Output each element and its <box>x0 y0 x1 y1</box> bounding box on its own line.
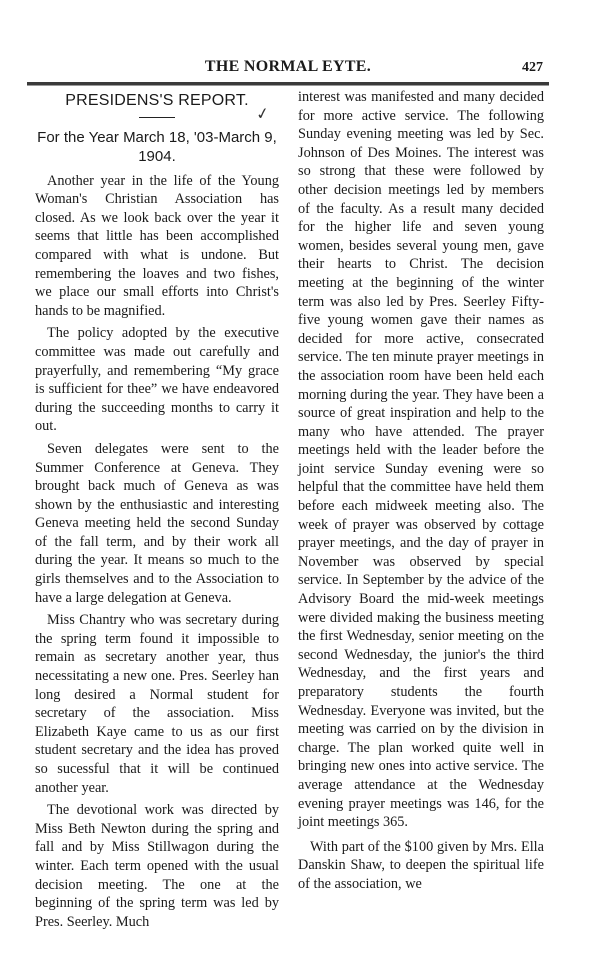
article-subtitle: For the Year March 18, '03-March 9, 1904. <box>37 128 277 165</box>
paragraph: Another year in the life of the Young Woman's Christian Association has closed. As we look back over the year it seems that little has been accomplished compared with what is undone. But remembering the loaves and two fishes, we place our small efforts into Christ's hands to be magnified. <box>35 172 279 319</box>
check-mark-icon: ✓ <box>254 102 271 125</box>
page-number: 427 <box>522 60 543 75</box>
paragraph: The devotional work was directed by Miss Beth Newton during the spring and fall and by Miss Stillwagon during the winter. Each term opened with the usual decision meeting. The one at the beginning of the spring term was led by Pres. Seerley. Much <box>35 802 279 930</box>
running-title: THE NORMAL EYTE. <box>204 58 372 75</box>
paragraph: Miss Chantry who was secretary during the spring term found it impossible to remain as secretary another year, thus necessitating a new one. Pres. Seerley han long desired a Normal student for secretary of the association. Miss Elizabeth Kaye came to us as our first student secretary and the idea has proved so sucessful that it will be continued another year. <box>35 612 279 796</box>
left-column <box>35 88 279 935</box>
header-rule <box>27 82 549 86</box>
title-divider <box>139 117 175 118</box>
page-header <box>27 56 549 80</box>
paragraph: interest was manifested and many decided for more active service. The following Sunday evening meeting was led by Sec. Johnson of Des Moines. The interest was so strong that these were followed by other decision meetings led by members of the faculty. As a result many decided for the higher life and seven young women, besides several young men, gave their hearts to Christ. The decision meeting at the beginning of the winter term was also led by Pres. Seerley Fifty-five young women gave their names as decided for more active, consecrated service. The ten minute prayer meetings in the association room have been held each morning during the year. They have been a source of great inspiration and help to the many who have attended. The prayer meetings held with the leader before the joint service Sunday evening were so helpful that the committee have held them before each midweek meeting also. The week of prayer was observed by cottage prayer meetings, and the day of prayer in November was observed by special service. In September by the advice of the Advisory Board the mid-week meetings were divided making the business meeting the first Wednesday, senior meeting on the second Wednesday, the junior's the third Wednesday, and the first years and preparatory students the fourth Wednesday. Everyone was invited, but the meeting was carried on by the division in charge. The plan worked quite well in bringing new ones into active service. The average attendance at the Wednesday evening prayer meetings was 146, for the joint meetings 365. <box>298 89 544 831</box>
paragraph: The policy adopted by the executive committee was made out carefully and prayerfully, and remembering “My grace is sufficient for thee” we have endeavored during the succeeding months to carry it out. <box>35 325 279 435</box>
paragraph: Seven delegates were sent to the Summer Conference at Geneva. They brought back much of Geneva as was shown by the enthusiastic and interesting Geneva meeting held the second Sunday of the fall term, and by their work all during the year. It means so much to the girls themselves and to the Association to have a large delegation at Geneva. <box>35 440 279 606</box>
paragraph: With part of the $100 given by Mrs. Ella Danskin Shaw, to deepen the spiritual life of the association, we <box>298 838 544 892</box>
article-title: PRESIDENS'S REPORT. <box>65 92 249 109</box>
right-column <box>298 88 544 898</box>
